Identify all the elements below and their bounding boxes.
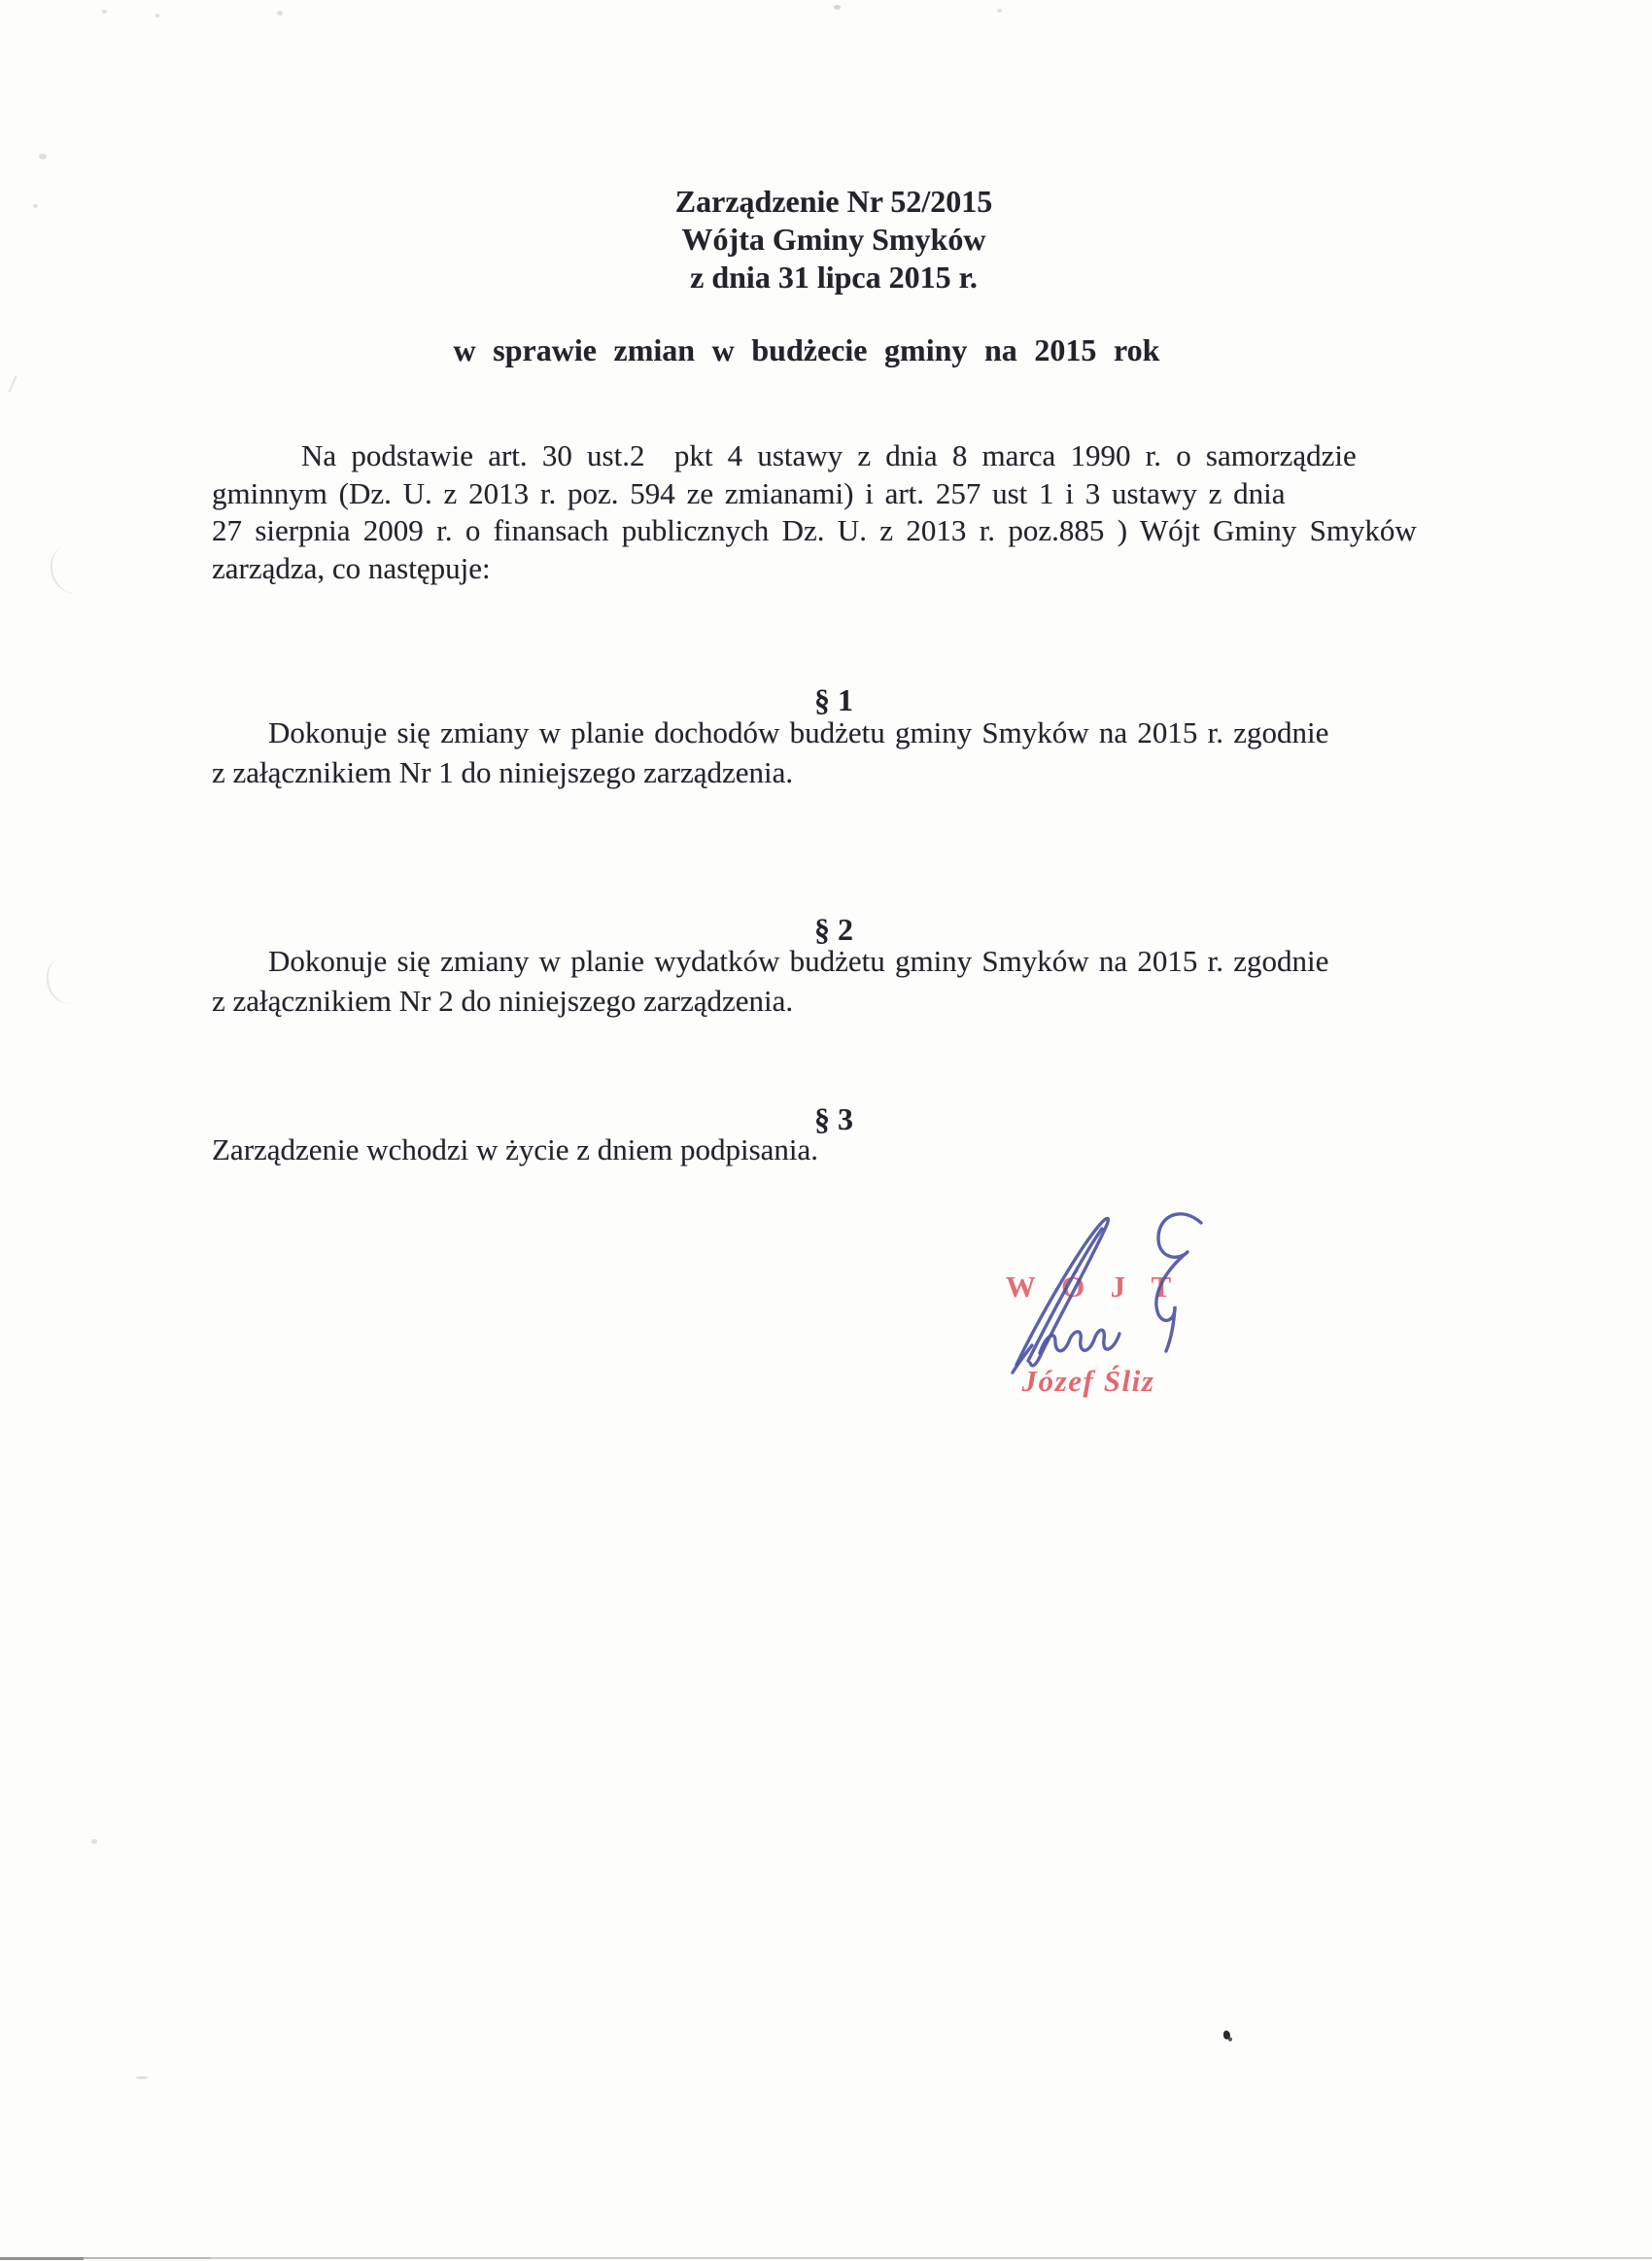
stamp-title: WÓJT [1005,1270,1197,1304]
scan-artifact [91,1839,97,1844]
signature-block [933,1205,1254,1419]
ordinance-number: Zarządzenie Nr 52/2015 [674,184,993,219]
stamp-name: Józef Śliz [1021,1364,1155,1398]
section-text-line: z załącznikiem Nr 1 do niniejszego zarządzenia. [212,754,794,789]
handwritten-signature-icon [983,1209,1224,1382]
section-number: § 2 [814,912,853,947]
scan-edge-line [0,2257,84,2260]
preamble-line: 27 sierpnia 2009 r. o finansach publicznych Dz. U. z 2013 r. poz.885 ) Wójt Gminy Smyków [212,513,1417,548]
section-text-line: Zarządzenie wchodzi w życie z dniem podpisania. [212,1132,819,1166]
scan-edge-line [0,2257,1652,2259]
section-number: § 3 [814,1101,853,1136]
scan-artifact [277,11,283,16]
section-text-line: Dokonuje się zmiany w planie wydatków budżetu gminy Smyków na 2015 r. zgodnie [268,944,1329,978]
scan-artifact [8,375,17,392]
scan-artifact [46,539,99,597]
section-text-line: Dokonuje się zmiany w planie dochodów budżetu gminy Smyków na 2015 r. zgodnie [268,715,1329,749]
scan-artifact [33,204,38,208]
preamble-line: gminnym (Dz. U. z 2013 r. poz. 594 ze zmianami) i art. 257 ust 1 i 3 ustawy z dnia [212,475,1286,510]
scan-artifact [155,14,159,17]
scan-artifact [997,9,1002,13]
scan-edge-line [84,2257,210,2259]
preamble [212,437,1475,587]
scan-artifact [1228,2037,1232,2041]
issuing-authority: Wójta Gminy Smyków [681,222,986,257]
scan-artifact [39,154,47,159]
ordinance-date: z dnia 31 lipca 2015 r. [690,260,978,295]
document-header [0,183,1652,296]
scan-artifact [136,2076,148,2079]
document-subject: w sprawie zmian w budżecie gminy na 2015 rok [453,332,1160,367]
scan-artifact [834,5,841,10]
section-text-line: z załącznikiem Nr 2 do niniejszego zarządzenia. [212,983,794,1018]
scan-artifact [42,951,95,1008]
scan-artifact [102,10,107,14]
preamble-line: zarządza, co następuje: [212,550,491,585]
section-number: § 1 [814,682,853,717]
preamble-line: Na podstawie art. 30 ust.2 pkt 4 ustawy z dnia 8 marca 1990 r. o samorządzie [301,438,1357,472]
